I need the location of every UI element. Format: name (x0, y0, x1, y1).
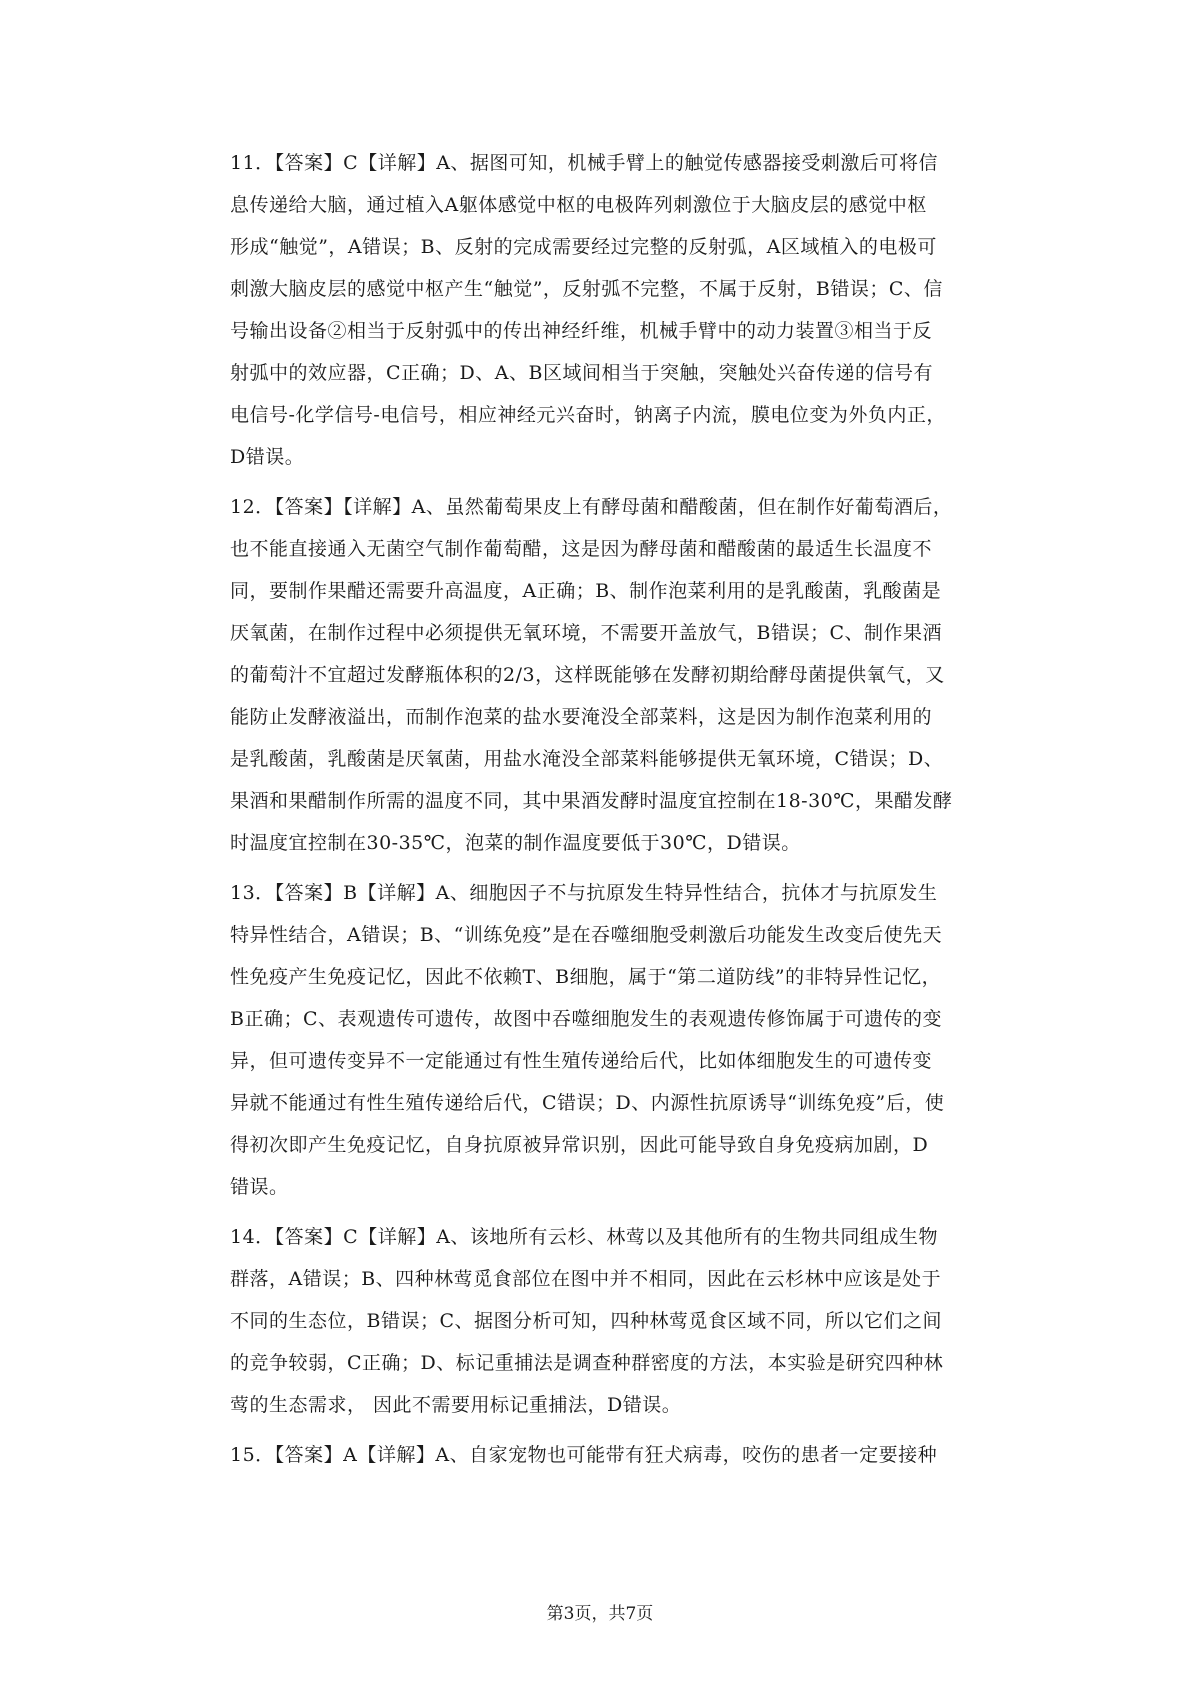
answer-line: 错误。 (230, 1176, 289, 1198)
answer-line: 异就不能通过有性生殖传递给后代，C错误；D、内源性抗原诱导“训练免疫”后，使 (230, 1092, 945, 1114)
answer-item-13 (230, 872, 998, 1208)
answer-line: 是乳酸菌，乳酸菌是厌氧菌，用盐水淹没全部菜料能够提供无氧环境，C错误；D、 (230, 748, 944, 770)
page-footer (0, 1602, 1200, 1626)
answer-line: 异，但可遗传变异不一定能通过有性生殖传递给后代，比如体细胞发生的可遗传变 (230, 1050, 933, 1072)
page-number-label: 第3页，共7页 (546, 1604, 654, 1624)
answer-line: 息传递给大脑，通过植入A躯体感觉中枢的电极阵列刺激位于大脑皮层的感觉中枢 (230, 194, 927, 216)
answer-line: 形成“触觉”，A错误；B、反射的完成需要经过完整的反射弧，A区域植入的电极可 (230, 236, 937, 258)
answer-item-11 (230, 142, 998, 478)
answer-line: 同，要制作果醋还需要升高温度，A正确；B、制作泡菜利用的是乳酸菌，乳酸菌是 (230, 580, 942, 602)
answer-line: D错误。 (230, 446, 305, 468)
answer-line: 群落，A错误；B、四种林莺觅食部位在图中并不相同，因此在云杉林中应该是处于 (230, 1268, 942, 1290)
answer-line: 能防止发酵液溢出，而制作泡菜的盐水要淹没全部菜料，这是因为制作泡菜利用的 (230, 706, 933, 728)
answer-list (230, 142, 998, 1484)
answer-line: 号输出设备②相当于反射弧中的传出神经纤维，机械手臂中的动力装置③相当于反 (230, 320, 933, 342)
answer-item-14 (230, 1216, 998, 1426)
answer-line: 的竞争较弱，C正确；D、标记重捕法是调查种群密度的方法，本实验是研究四种林 (230, 1352, 944, 1374)
answer-line: 莺的生态需求， 因此不需要用标记重捕法，D错误。 (230, 1394, 682, 1416)
answer-line: 厌氧菌，在制作过程中必须提供无氧环境，不需要开盖放气，B错误；C、制作果酒 (230, 622, 943, 644)
answer-line: 电信号-化学信号-电信号，相应神经元兴奋时，钠离子内流，膜电位变为外负内正， (230, 404, 946, 426)
answer-line: 性免疫产生免疫记忆，因此不依赖T、B细胞，属于“第二道防线”的非特异性记忆， (230, 966, 942, 988)
answer-line: 特异性结合，A错误；B、“训练免疫”是在吞噬细胞受刺激后功能发生改变后使先天 (230, 924, 943, 946)
answer-line: 12．【答案】【详解】A、虽然葡萄果皮上有酵母菌和醋酸菌，但在制作好葡萄酒后， (230, 496, 953, 518)
answer-line: 不同的生态位，B错误；C、据图分析可知，四种林莺觅食区域不同，所以它们之间 (230, 1310, 943, 1332)
answer-line: 13．【答案】B【详解】A、细胞因子不与抗原发生特异性结合，抗体才与抗原发生 (230, 882, 938, 904)
answer-line: B正确；C、表观遗传可遗传，故图中吞噬细胞发生的表观遗传修饰属于可遗传的变 (230, 1008, 943, 1030)
answer-item-15 (230, 1434, 998, 1476)
answer-line: 11．【答案】C【详解】A、据图可知，机械手臂上的触觉传感器接受刺激后可将信 (230, 152, 938, 174)
answer-item-12 (230, 486, 998, 864)
answer-line: 果酒和果醋制作所需的温度不同，其中果酒发酵时温度宜控制在18-30℃，果醋发酵 (230, 790, 953, 812)
answer-line: 也不能直接通入无菌空气制作葡萄醋，这是因为酵母菌和醋酸菌的最适生长温度不 (230, 538, 933, 560)
answer-line: 刺激大脑皮层的感觉中枢产生“触觉”，反射弧不完整，不属于反射，B错误；C、信 (230, 278, 943, 300)
answer-line: 的葡萄汁不宜超过发酵瓶体积的2/3，这样既能够在发酵初期给酵母菌提供氧气，又 (230, 664, 945, 686)
answer-line: 14．【答案】C【详解】A、该地所有云杉、林莺以及其他所有的生物共同组成生物 (230, 1226, 938, 1248)
answer-line: 射弧中的效应器，C正确；D、A、B区域间相当于突触，突触处兴奋传递的信号有 (230, 362, 933, 384)
answer-line: 得初次即产生免疫记忆，自身抗原被异常识别，因此可能导致自身免疫病加剧，D (230, 1134, 929, 1156)
answer-line: 时温度宜控制在30-35℃，泡菜的制作温度要低于30℃，D错误。 (230, 832, 801, 854)
answer-line: 15．【答案】A【详解】A、自家宠物也可能带有狂犬病毒，咬伤的患者一定要接种 (230, 1444, 938, 1466)
